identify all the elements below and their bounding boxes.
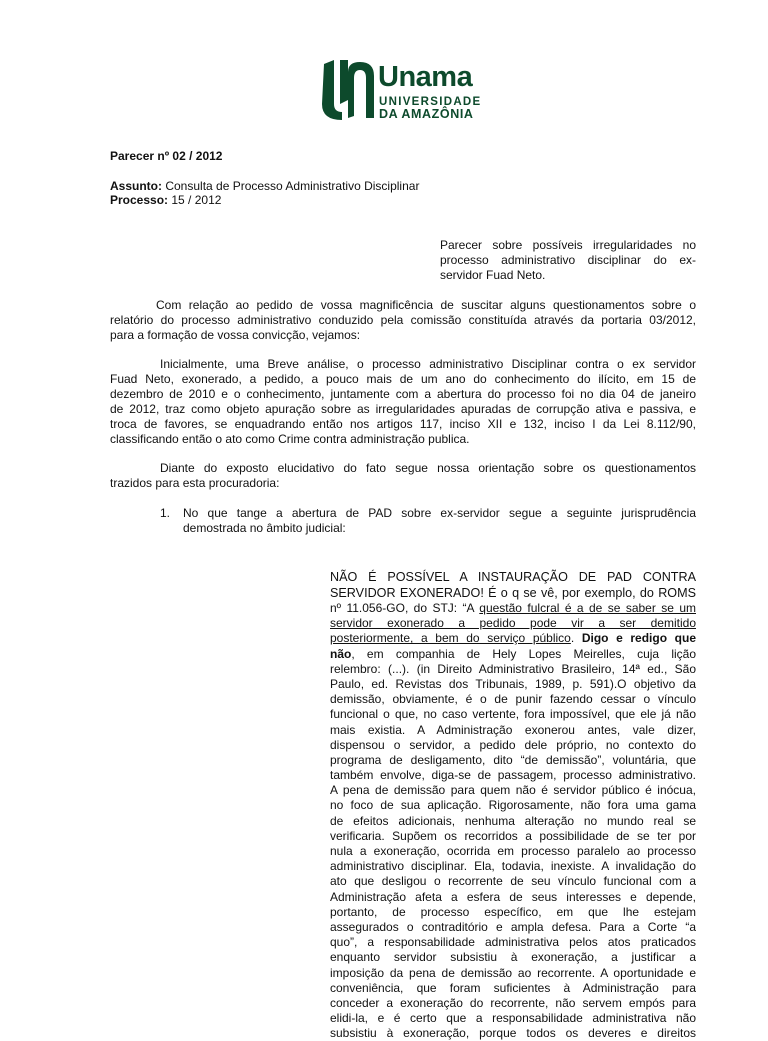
processo-value: 15 / 2012 xyxy=(168,193,222,207)
quote-line: NÃO É POSSÍVEL A INSTAURAÇÃO DE PAD CONTRA xyxy=(330,570,696,584)
quote-line: SERVIDOR EXONERADO! É o q se vê, por exemplo, do ROMS xyxy=(330,586,696,600)
paragraph-line: relatório do processo administrativo conduzido pela comissão constituída através da portaria 03/2012, xyxy=(110,313,696,327)
quote-line: assegurados o contraditório e ampla defesa. Para a Corte “a xyxy=(330,919,696,934)
quote-line: ato que desligou o recorrente de seu vínculo funcional com a xyxy=(330,874,696,889)
quote-line: mais existia. A Administração exonerou antes, vale dizer, xyxy=(330,722,696,737)
quote-line: elidi-la, e é certo que a responsabilidade administrativa não xyxy=(330,1011,696,1026)
quote-line: portanto, de processo específico, em que lhe estejam xyxy=(330,904,696,919)
processo-label: Processo: xyxy=(110,193,169,207)
quote-segment: nº 11.056-GO, do STJ: “A xyxy=(330,601,480,615)
quote-line: também envolve, diga-se de passagem, processo administrativo. xyxy=(330,768,696,783)
quote-bold-segment: Digo e redigo que xyxy=(581,631,696,646)
paragraph-line: Inicialmente, uma Breve análise, o processo administrativo Disciplinar contra o ex servidor xyxy=(160,357,696,371)
quote-line: programa de desligamento, dito “de demissão”, voluntária, que xyxy=(330,752,696,767)
quote-line: subsistiu à exoneração, porque todos os deveres e direitos xyxy=(330,1026,696,1041)
quote-line: nula a exoneração, ocorrida em processo paralelo ao processo xyxy=(330,844,696,858)
quote-line xyxy=(330,631,696,646)
quote-line: funcional o que, no caso vertente, fora impossível, que ele já não xyxy=(330,707,696,722)
quote-line: verificaria. Supõem os recorridos a possibilidade de se ter por xyxy=(330,828,696,843)
quote-bold-segment: não xyxy=(330,646,352,661)
list-item xyxy=(183,506,696,536)
paragraph-line: troca de favores, se enquadrando então nos artigos 117, inciso XII e 132, inciso I da Lei 8.112/90, xyxy=(110,417,696,431)
assunto-line xyxy=(110,179,419,194)
quote-underlined-segment: questão fulcral é a de se saber se um xyxy=(479,601,696,615)
quote-segment: . xyxy=(570,631,582,646)
paragraph-line: Fuad Neto, exonerado, a pedido, a pouco mais de um ano do conhecimento do ilícito, em 15 de xyxy=(110,372,696,386)
jurisprudence-quote xyxy=(330,569,696,1041)
quote-line: quo”, a responsabilidade administrativa pelos atos praticados xyxy=(330,935,696,950)
quote-line: dispensou o servidor, a pedido dele próprio, no contexto do xyxy=(330,737,696,752)
paragraph-line: para a formação de vossa convicção, vejamos: xyxy=(110,328,361,342)
quote-line: A pena de demissão para quem não é servidor público é inócua, xyxy=(330,783,696,798)
quote-line: administrativo disciplinar. Ela, todavia, inexiste. A invalidação do xyxy=(330,859,696,874)
paragraph-1 xyxy=(110,298,696,343)
paragraph-line: dezembro de 2010 e o conhecimento, juntamente com a abertura do processo foi no dia 04 de janeiro xyxy=(110,387,696,401)
logo-subtitle-1: UNIVERSIDADE xyxy=(379,96,482,108)
quote-line: relembro: (...). (in Direito Administrativo Brasileiro, 14ª ed., São xyxy=(330,661,696,676)
quote-line: de efeitos adicionais, nenhuma alteração no mundo real se xyxy=(330,813,696,828)
summary-block xyxy=(440,238,696,283)
quote-line: enquanto servidor subsistiu à exoneração, a justificar a xyxy=(330,950,696,965)
quote-line: Administração afeta a esfera de seus interesses e depende, xyxy=(330,889,696,904)
quote-segment: , em companhia de Hely Lopes Meirelles, cuja lição xyxy=(351,646,696,661)
logo-subtitle-2: DA AMAZÔNIA xyxy=(379,107,474,121)
summary-line: servidor Fuad Neto. xyxy=(440,268,546,282)
logo-brand: Unama xyxy=(378,61,473,93)
paragraph-3 xyxy=(110,461,696,491)
paragraph-line: Diante do exposto elucidativo do fato segue nossa orientação sobre os questionamentos xyxy=(160,461,696,475)
summary-line: processo administrativo disciplinar do ex- xyxy=(440,253,696,267)
list-item-line: No que tange a abertura de PAD sobre ex-servidor segue a seguinte jurisprudência xyxy=(183,506,696,520)
quote-line: conceder a exoneração do recorrente, não servem empós para xyxy=(330,995,696,1010)
paragraph-line: trazidos para esta procuradoria: xyxy=(110,476,280,490)
paragraph-line: Com relação ao pedido de vossa magnificência de suscitar alguns questionamentos sobre o xyxy=(156,298,696,312)
processo-line xyxy=(110,193,221,208)
quote-line: no foco de sua aplicação. Rigorosamente, não fora uma gama xyxy=(330,798,696,813)
assunto-label: Assunto: xyxy=(110,179,162,193)
quote-underlined-segment: posteriormente, a bem do serviço público xyxy=(330,631,571,646)
quote-line xyxy=(330,601,696,616)
quote-line: demissão, obviamente, é o de punir fazendo cessar o vínculo xyxy=(330,692,696,707)
assunto-value: Consulta de Processo Administrativo Disciplinar xyxy=(162,179,420,193)
quote-line xyxy=(330,647,696,662)
un-monogram-icon xyxy=(318,56,376,122)
summary-line: Parecer sobre possíveis irregularidades no xyxy=(440,238,696,252)
quote-line: Paulo, ed. Revistas dos Tribunais, 1989, p. 591).O objetivo da xyxy=(330,676,696,691)
paragraph-2 xyxy=(110,357,696,447)
quote-line: imposição da pena de demissão ao recorrente. A oportunidade e xyxy=(330,965,696,980)
list-item-line: demostrada no âmbito judicial: xyxy=(183,521,346,535)
paragraph-line: classificando então o ato como Crime contra administração publica. xyxy=(110,432,470,446)
parecer-number: Parecer nº 02 / 2012 xyxy=(110,149,223,163)
quote-line: conveniência, que foram suficientes à Administração para xyxy=(330,980,696,995)
paragraph-line: de 2012, traz como objeto apuração sobre as irregularidades apuradas de corrupção ativa e passiva, e xyxy=(110,402,696,416)
university-logo xyxy=(318,56,490,122)
list-item-number: 1. xyxy=(160,506,171,520)
quote-underlined-line: servidor exonerado a pedido pode vir a ser demitido xyxy=(330,616,696,631)
